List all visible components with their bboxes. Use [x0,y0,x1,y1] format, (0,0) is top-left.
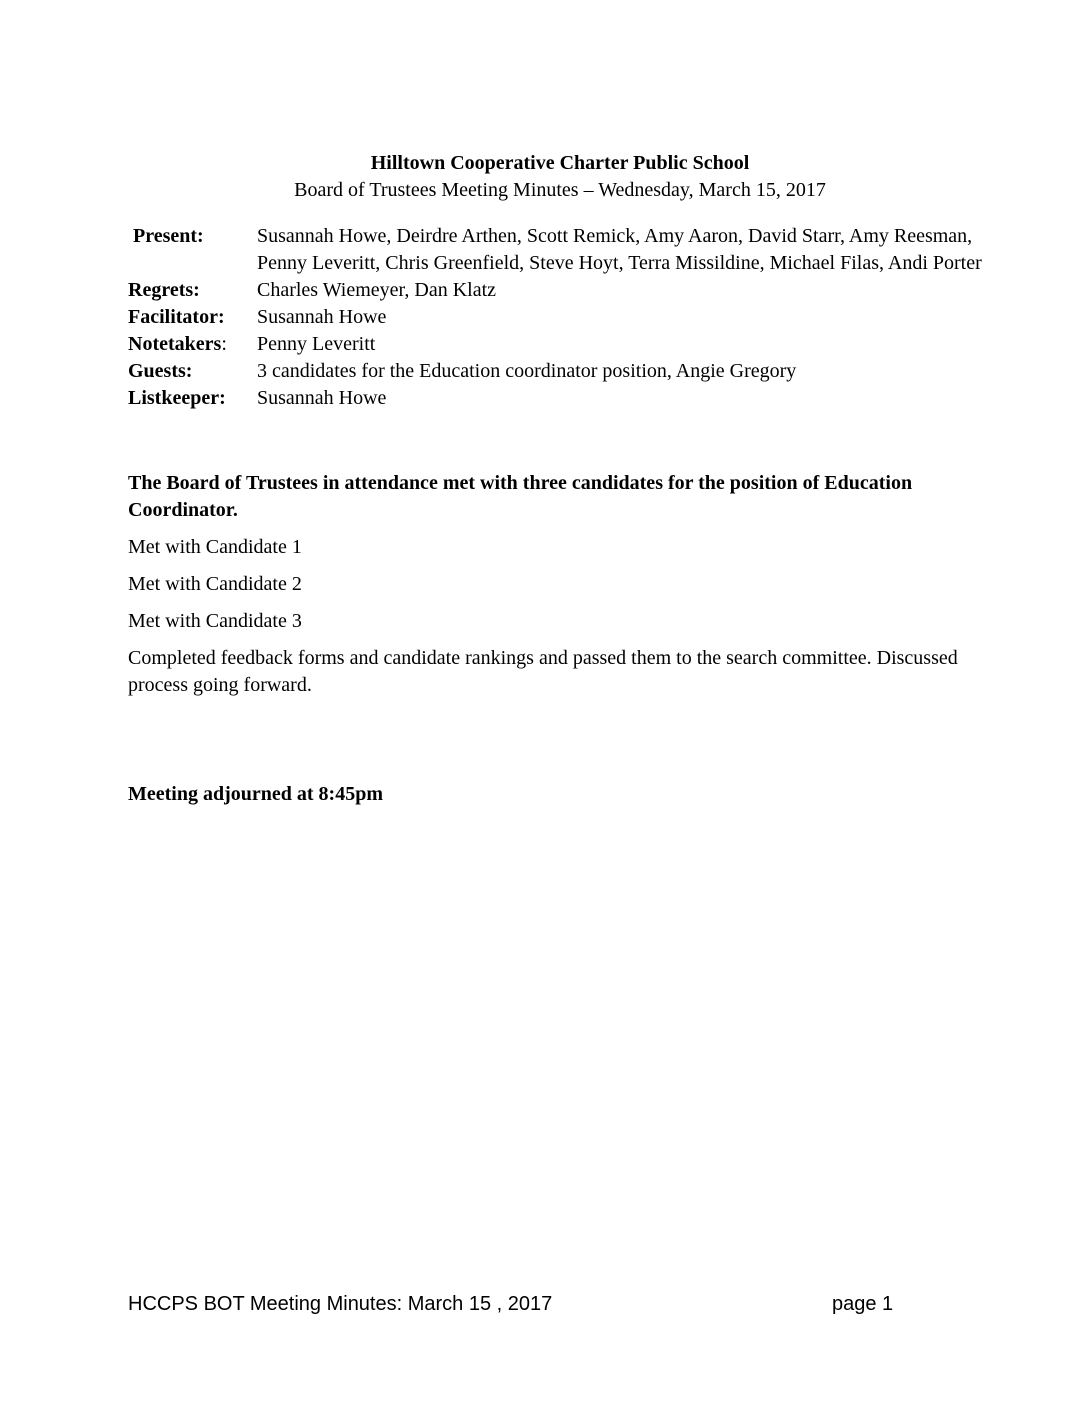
info-label-text: Notetakers [128,333,222,355]
document-title: Hilltown Cooperative Charter Public School [370,152,750,174]
paragraph-feedback: Completed feedback forms and candidate rankings and passed them to the search committee. Discussed process going forward. [128,647,958,696]
info-label-text: Guests: [128,360,193,382]
info-row-notetakers [128,331,992,358]
info-value: Susannah Howe [257,387,387,409]
info-label-text: Facilitator: [128,306,225,328]
info-label-suffix: : [221,333,227,355]
info-row-guests [128,358,992,385]
info-label [128,277,257,304]
info-label [128,304,257,331]
info-label [128,331,257,358]
info-value: Susannah Howe, Deirdre Arthen, Scott Remick, Amy Aaron, David Starr, Amy Reesman, Penny Leveritt, Chris Greenfield, Steve Hoyt, Terra Missildine, Michael Filas, Andi Porter [257,225,982,274]
paragraph-candidate-3: Met with Candidate 3 [128,610,302,632]
info-label [128,223,257,277]
info-row-listkeeper [128,385,992,412]
info-row-regrets [128,277,992,304]
info-label [128,385,257,412]
info-label-text: Regrets: [128,279,200,301]
info-row-present [128,223,992,277]
document-content [128,0,992,808]
adjourned-line: Meeting adjourned at 8:45pm [128,783,383,805]
lead-paragraph: The Board of Trustees in attendance met with three candidates for the position of Education Coordinator. [128,472,913,521]
info-label-text: Listkeeper: [128,387,226,409]
document-subtitle: Board of Trustees Meeting Minutes – Wednesday, March 15, 2017 [294,179,826,201]
paragraph-candidate-2: Met with Candidate 2 [128,573,302,595]
info-label-text: Present: [133,225,204,247]
paragraph-candidate-1: Met with Candidate 1 [128,536,302,558]
meeting-info-block [128,223,992,412]
info-value: Penny Leveritt [257,333,376,355]
info-row-facilitator [128,304,992,331]
info-value: 3 candidates for the Education coordinator position, Angie Gregory [257,360,797,382]
info-label [128,358,257,385]
info-value: Susannah Howe [257,306,387,328]
footer-title: HCCPS BOT Meeting Minutes: March 15 , 2017 [128,1293,553,1315]
info-value: Charles Wiemeyer, Dan Klatz [257,279,497,301]
footer-page-number: page 1 [832,1293,894,1315]
